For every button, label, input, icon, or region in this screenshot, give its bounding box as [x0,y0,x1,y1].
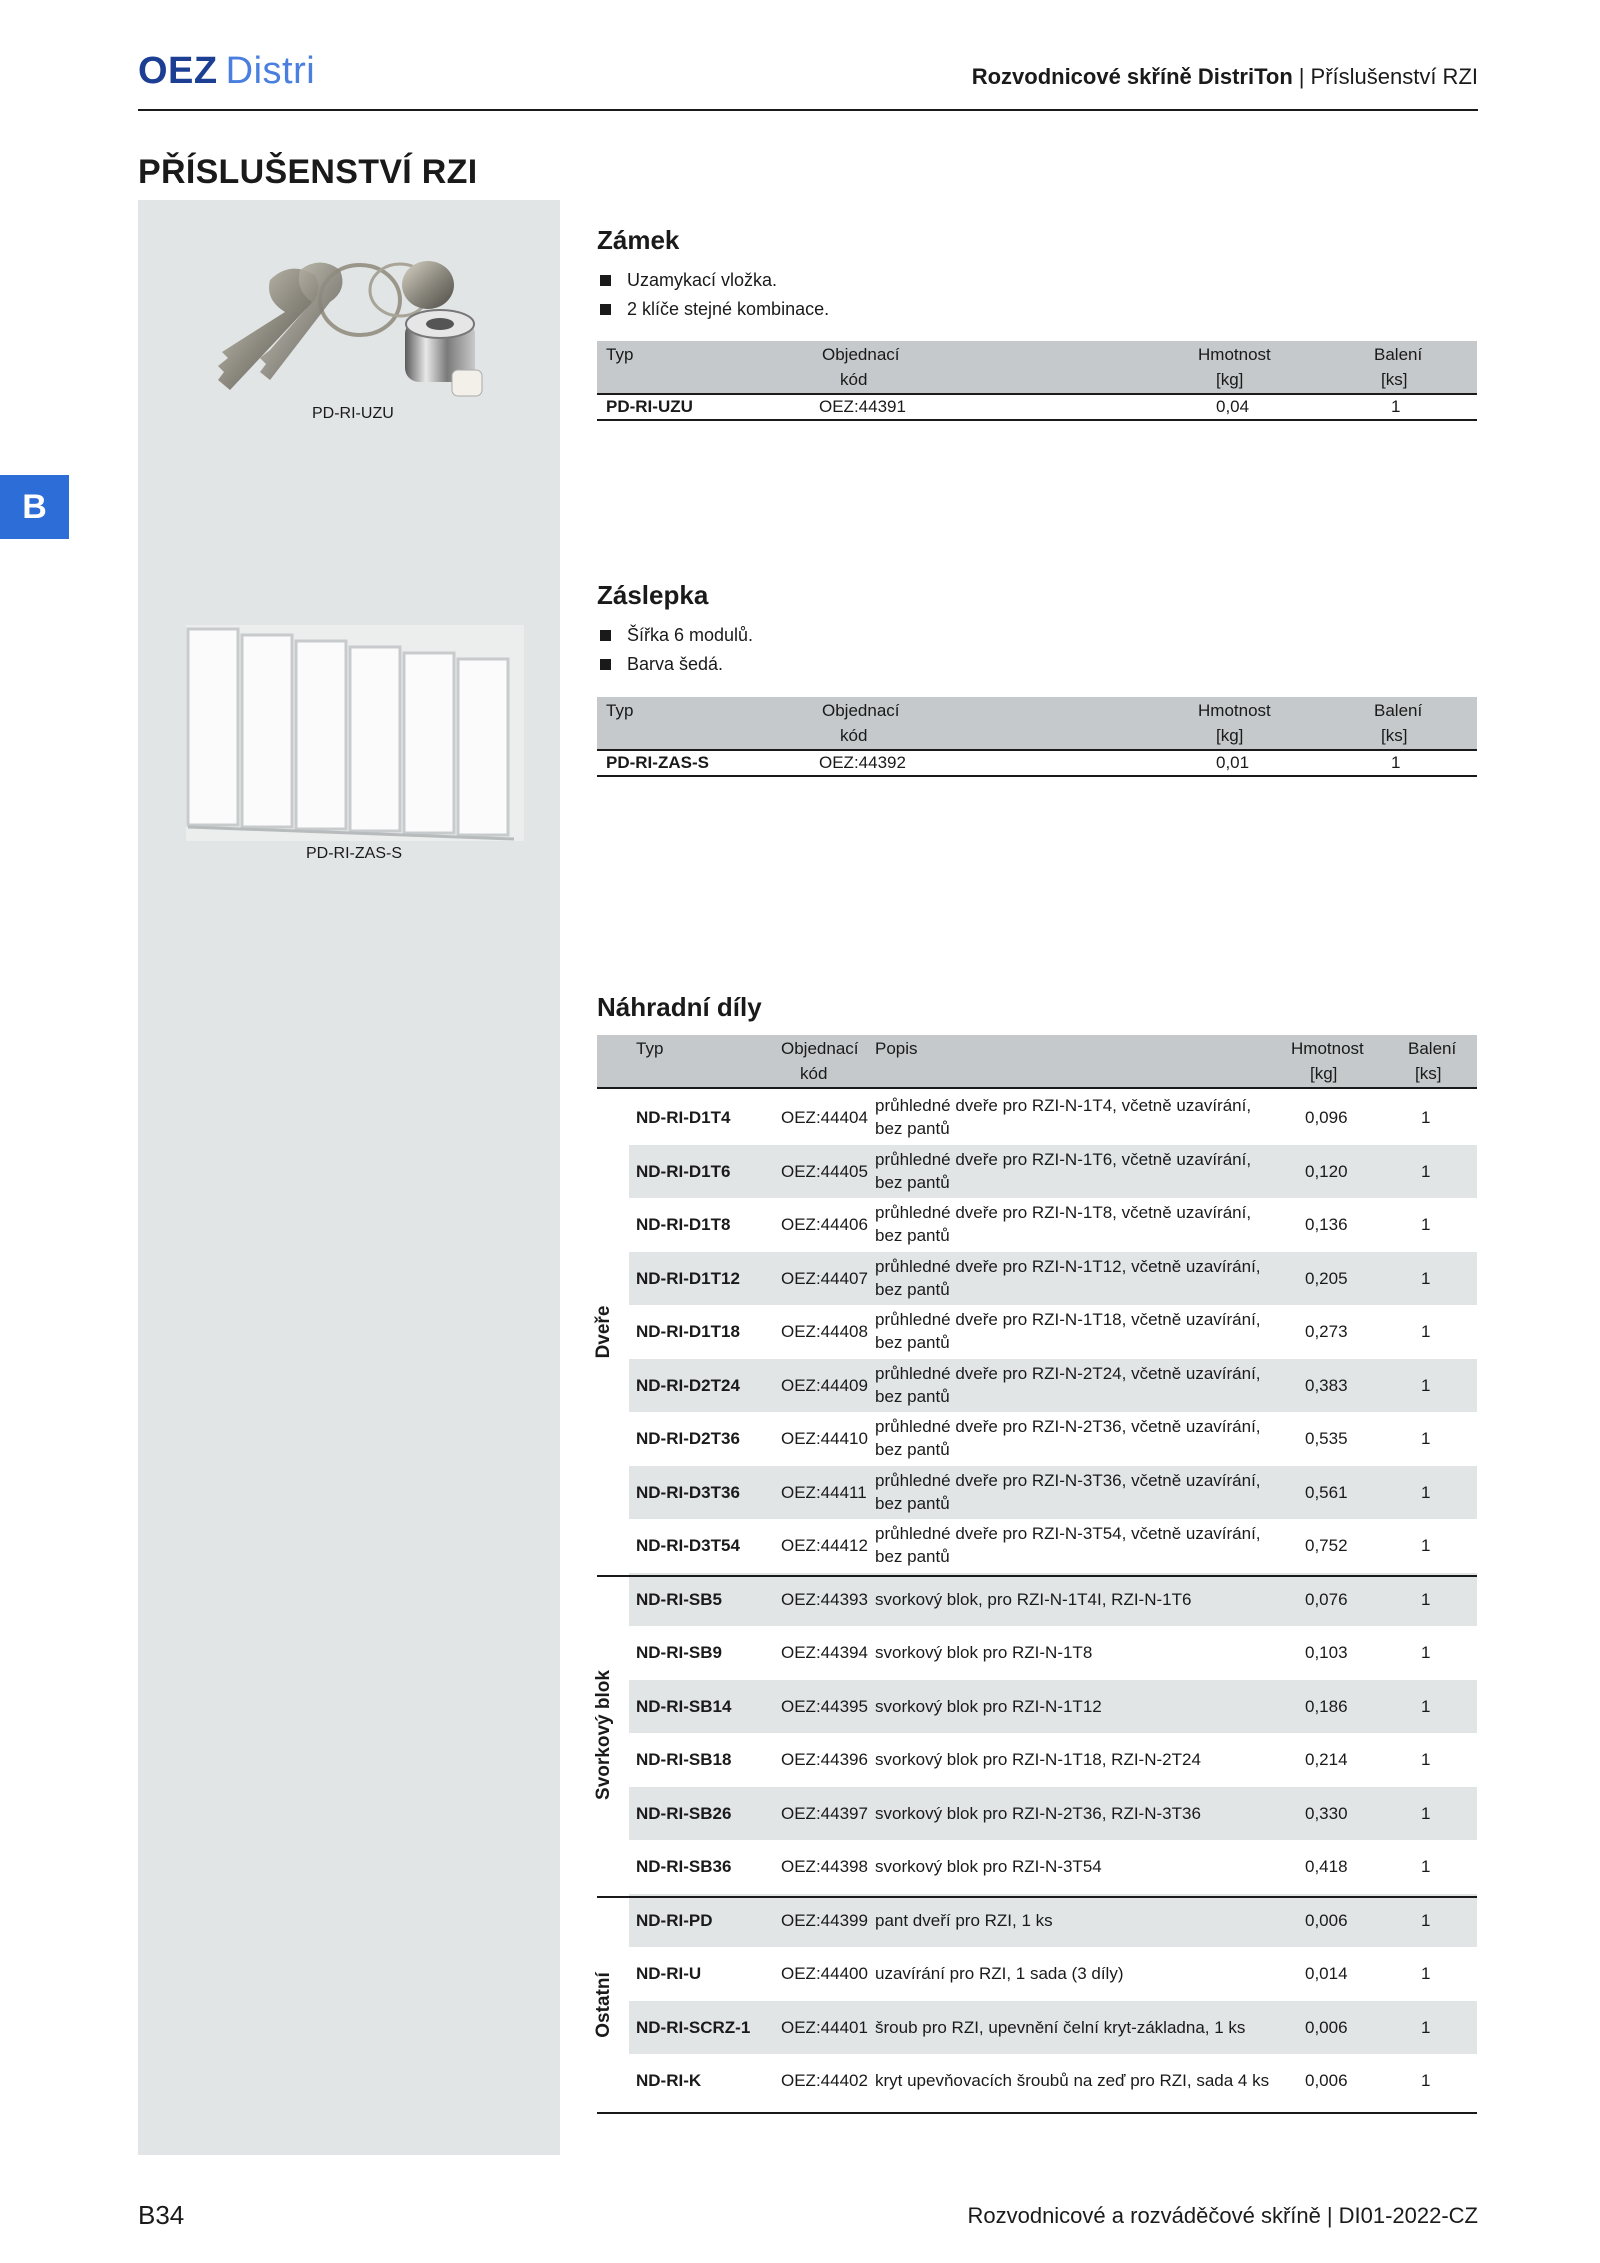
footer-document-info [967,2203,1478,2229]
cell-baleni: 1 [1421,2071,1431,2090]
cell-hmotnost: 0,103 [1305,1643,1348,1662]
cell-popis: svorkový blok pro RZI-N-2T36, RZI-N-3T36 [875,1803,1201,1823]
group-label-svorkovy-blok: Svorkový blok [593,1670,614,1800]
cell-hmotnost: 0,01 [1216,753,1250,772]
cell-popis-line2: bez pantů [875,1440,950,1459]
cell-typ: ND-RI-SB36 [636,1857,732,1876]
cell-baleni: 1 [1421,1910,1431,1930]
cell-typ: ND-RI-SB9 [636,1643,722,1662]
table-row [629,1733,1477,1787]
section-tab-b[interactable]: B [0,475,69,539]
cell-popis: průhledné dveře pro RZI-N-1T12, včetně uzavírání, [875,1256,1261,1276]
cell-kod: OEZ:44402 [781,2071,868,2090]
table-row [597,395,1477,421]
cell-kod: OEZ:44398 [781,1857,868,1876]
table-row [629,1894,1477,1948]
cell-hmotnost: 0,006 [1305,2017,1348,2037]
cell-hmotnost: 0,006 [1305,2071,1348,2090]
cell-kod: OEZ:44396 [781,1750,868,1769]
cell-typ: ND-RI-SCRZ-1 [636,2017,751,2037]
cell-typ: ND-RI-D1T6 [636,1161,731,1181]
zamek-features [600,266,829,324]
cell-baleni: 1 [1421,1643,1431,1662]
zaslepka-features [600,621,753,679]
col-hmotnost: Hmotnost [1198,701,1271,720]
feature-text: 2 klíče stejné kombinace. [627,299,830,319]
cell-typ: ND-RI-SB5 [636,1589,722,1609]
cell-popis: svorkový blok pro RZI-N-1T8 [875,1643,1093,1662]
breadcrumb-sub: Příslušenství RZI [1310,64,1478,89]
table-row [629,1466,1477,1520]
list-item [600,266,829,295]
cell-hmotnost: 0,096 [1305,1108,1348,1127]
logo-oez: OEZ [138,50,218,92]
cell-typ: ND-RI-SB26 [636,1803,732,1823]
cell-baleni: 1 [1421,1857,1431,1876]
cell-hmotnost: 0,136 [1305,1215,1348,1234]
feature-text: Šířka 6 modulů. [627,625,754,645]
cell-baleni: 1 [1391,753,1401,772]
cell-popis: svorkový blok pro RZI-N-3T54 [875,1857,1102,1876]
cell-baleni: 1 [1421,1161,1431,1181]
oez-distri-logo [138,50,315,93]
group-divider [597,1896,1477,1898]
bullet-square-icon [600,275,611,286]
cell-popis-line2: bez pantů [875,1547,950,1566]
cell-hmotnost: 0,383 [1305,1375,1348,1395]
cell-kod: OEZ:44394 [781,1643,868,1662]
cell-baleni: 1 [1421,1108,1431,1127]
cell-typ: ND-RI-K [636,2071,702,2090]
list-item [600,621,753,650]
cell-popis: svorkový blok pro RZI-N-1T18, RZI-N-2T24 [875,1750,1201,1769]
cell-hmotnost: 0,04 [1216,397,1250,416]
page-number: B34 [138,2200,185,2230]
cell-hmotnost: 0,076 [1305,1589,1348,1609]
cell-typ: ND-RI-PD [636,1910,713,1930]
cell-typ: ND-RI-SB14 [636,1696,732,1716]
cell-popis: pant dveří pro RZI, 1 ks [875,1910,1053,1930]
cell-hmotnost: 0,186 [1305,1696,1348,1716]
cell-kod: OEZ:44412 [781,1536,868,1555]
cell-kod: OEZ:44410 [781,1429,868,1448]
cell-typ: ND-RI-D1T4 [636,1108,731,1127]
cell-kod: OEZ:44401 [781,2017,868,2037]
cell-kod: OEZ:44397 [781,1803,868,1823]
section-title-zaslepka: Záslepka [597,580,709,610]
table-header [597,697,1477,751]
cell-typ: ND-RI-U [636,1964,702,1983]
cell-typ: ND-RI-D1T12 [636,1268,740,1288]
cell-baleni: 1 [1421,1964,1431,1983]
cell-kod: OEZ:44411 [781,1482,867,1502]
col-kod: kód [800,1064,828,1083]
cell-baleni: 1 [1421,2017,1431,2037]
cell-baleni: 1 [1421,1268,1431,1288]
table-row [629,1840,1477,1894]
bullet-square-icon [600,659,611,670]
col-typ: Typ [606,345,634,364]
table-row [629,1091,1477,1145]
cell-kod: OEZ:44393 [781,1589,868,1609]
cell-typ: PD-RI-ZAS-S [606,753,709,772]
col-objednaci: Objednací [822,345,900,364]
table-row [629,1252,1477,1306]
table-row [629,1573,1477,1627]
cell-popis-line2: bez pantů [875,1226,950,1245]
cell-popis: průhledné dveře pro RZI-N-1T4, včetně uzavírání, [875,1096,1252,1115]
table-row [629,1680,1477,1734]
bullet-square-icon [600,630,611,641]
col-ks: [ks] [1415,1064,1442,1083]
header-divider [138,109,1478,111]
table-row [629,1305,1477,1359]
cell-baleni: 1 [1421,1375,1431,1395]
col-baleni: Balení [1374,701,1423,720]
cell-kod: OEZ:44409 [781,1375,868,1395]
col-typ: Typ [606,701,634,720]
cell-popis-line2: bez pantů [875,1333,950,1352]
section-title-nahradni-dily: Náhradní díly [597,992,762,1022]
footer-separator: | [1326,2203,1333,2228]
table-row [629,1359,1477,1413]
col-hmotnost: Hmotnost [1198,345,1271,364]
cell-popis-line2: bez pantů [875,1279,950,1299]
lock-keys-image [190,240,510,410]
cell-popis: průhledné dveře pro RZI-N-1T18, včetně uzavírání, [875,1310,1261,1329]
cell-baleni: 1 [1421,1589,1431,1609]
cell-hmotnost: 0,006 [1305,1910,1348,1930]
zamek-table [597,341,1477,421]
cell-popis: průhledné dveře pro RZI-N-3T36, včetně uzavírání, [875,1470,1261,1490]
table-row [629,1519,1477,1573]
cell-typ: ND-RI-SB18 [636,1750,732,1769]
table-row [597,751,1477,777]
cell-hmotnost: 0,418 [1305,1857,1348,1876]
cell-kod: OEZ:44408 [781,1322,868,1341]
section-title-zamek: Zámek [597,225,680,255]
table-row [629,1947,1477,2001]
cell-popis: průhledné dveře pro RZI-N-2T36, včetně uzavírání, [875,1417,1261,1436]
footer-doc-title: Rozvodnicové a rozváděčové skříně [967,2203,1321,2228]
cell-popis: průhledné dveře pro RZI-N-3T54, včetně uzavírání, [875,1524,1261,1543]
cell-typ: ND-RI-D1T8 [636,1215,731,1234]
cell-hmotnost: 0,014 [1305,1964,1348,1983]
cell-baleni: 1 [1421,1536,1431,1555]
cell-kod: OEZ:44406 [781,1215,868,1234]
cell-hmotnost: 0,330 [1305,1803,1348,1823]
cell-popis: průhledné dveře pro RZI-N-1T8, včetně uzavírání, [875,1203,1252,1222]
footer-doc-code: DI01-2022-CZ [1338,2203,1478,2228]
cell-typ: ND-RI-D2T36 [636,1429,740,1448]
cell-hmotnost: 0,273 [1305,1322,1348,1341]
col-baleni: Balení [1374,345,1423,364]
page-title: PŘÍSLUŠENSTVÍ RZI [138,153,478,191]
bullet-square-icon [600,304,611,315]
table-row [629,1198,1477,1252]
cell-kod: OEZ:44400 [781,1964,868,1983]
list-item [600,295,829,324]
cell-popis: svorkový blok pro RZI-N-1T12 [875,1696,1102,1716]
group-label-dvere: Dveře [593,1305,614,1359]
blanking-plate-image [186,625,524,841]
table-row [629,1787,1477,1841]
col-hmotnost: Hmotnost [1291,1039,1364,1058]
table-row [629,2001,1477,2055]
cell-popis: průhledné dveře pro RZI-N-1T6, včetně uzavírání, [875,1149,1252,1169]
cell-baleni: 1 [1421,1429,1431,1448]
col-kg: [kg] [1216,370,1244,389]
col-baleni: Balení [1408,1039,1457,1058]
cell-hmotnost: 0,214 [1305,1750,1348,1769]
cell-kod: OEZ:44405 [781,1161,868,1181]
col-ks: [ks] [1381,726,1408,745]
cell-hmotnost: 0,120 [1305,1161,1348,1181]
cell-popis: průhledné dveře pro RZI-N-2T24, včetně uzavírání, [875,1363,1261,1383]
table-bottom-line [597,2112,1477,2114]
cell-baleni: 1 [1421,1803,1431,1823]
cell-baleni: 1 [1391,397,1401,416]
col-kod: kód [840,726,868,745]
cell-baleni: 1 [1421,1750,1431,1769]
cell-baleni: 1 [1421,1322,1431,1341]
logo-distri: Distri [225,50,316,92]
cell-baleni: 1 [1421,1696,1431,1716]
col-ks: [ks] [1381,370,1408,389]
cell-typ: ND-RI-D1T18 [636,1322,740,1341]
lock-image-label: PD-RI-UZU [312,405,394,422]
table-header [597,1035,1477,1089]
table-row [629,1412,1477,1466]
col-kg: [kg] [1310,1064,1338,1083]
cell-kod: OEZ:44399 [781,1910,868,1930]
cell-kod: OEZ:44407 [781,1268,868,1288]
cell-kod: OEZ:44391 [819,397,906,416]
cell-popis-line2: bez pantů [875,1493,950,1513]
col-kod: kód [840,370,868,389]
cell-popis: kryt upevňovacích šroubů na zeď pro RZI, sada 4 ks [875,2071,1270,2090]
cell-hmotnost: 0,205 [1305,1268,1348,1288]
list-item [600,650,753,679]
table-header [597,341,1477,395]
feature-text: Uzamykací vložka. [627,270,778,290]
cell-hmotnost: 0,752 [1305,1536,1348,1555]
feature-text: Barva šedá. [627,654,724,674]
image-column [138,200,560,2155]
cell-popis: uzavírání pro RZI, 1 sada (3 díly) [875,1964,1124,1983]
cell-typ: ND-RI-D3T36 [636,1482,740,1502]
col-objednaci: Objednací [781,1039,859,1058]
cell-popis: šroub pro RZI, upevnění čelní kryt-základna, 1 ks [875,2017,1246,2037]
breadcrumb-main: Rozvodnicové skříně DistriTon [971,64,1293,89]
group-divider [597,1575,1477,1577]
cell-hmotnost: 0,561 [1305,1482,1348,1502]
cell-popis: svorkový blok, pro RZI-N-1T4I, RZI-N-1T6 [875,1589,1192,1609]
breadcrumb-separator: | [1298,64,1305,89]
header-breadcrumb [972,64,1478,90]
group-label-ostatni: Ostatní [593,1972,614,2038]
cell-kod: OEZ:44395 [781,1696,868,1716]
cell-hmotnost: 0,535 [1305,1429,1348,1448]
cell-popis-line2: bez pantů [875,1172,950,1192]
col-popis: Popis [875,1039,918,1058]
cell-baleni: 1 [1421,1215,1431,1234]
cell-popis-line2: bez pantů [875,1119,950,1138]
cell-popis-line2: bez pantů [875,1386,950,1406]
cell-typ: ND-RI-D2T24 [636,1375,740,1395]
table-row [629,1145,1477,1199]
zaslepka-table [597,697,1477,777]
table-row [629,1626,1477,1680]
col-typ: Typ [636,1039,664,1058]
table-row [629,2054,1477,2108]
cell-typ: PD-RI-UZU [606,397,693,416]
cell-kod: OEZ:44404 [781,1108,868,1127]
cell-kod: OEZ:44392 [819,753,906,772]
col-kg: [kg] [1216,726,1244,745]
blank-image-label: PD-RI-ZAS-S [306,845,402,862]
col-objednaci: Objednací [822,701,900,720]
cell-typ: ND-RI-D3T54 [636,1536,740,1555]
cell-baleni: 1 [1421,1482,1431,1502]
